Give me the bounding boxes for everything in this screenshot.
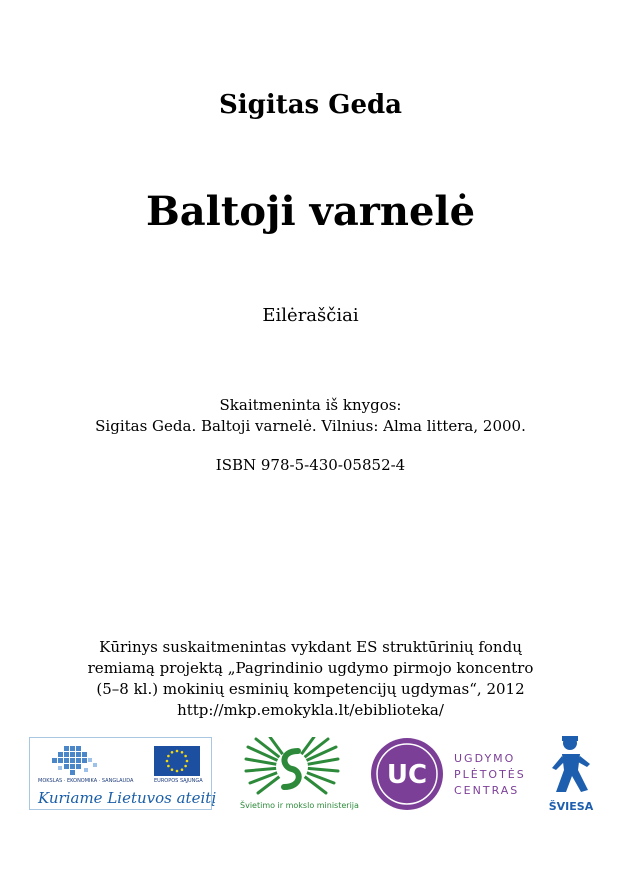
isbn: ISBN 978-5-430-05852-4 [215, 456, 406, 474]
project-line-3: (5–8 kl.) mokinių esminių kompetencijų ugdymas“, 2012 [96, 680, 525, 698]
upc-line-1: UGDYMO [454, 752, 516, 765]
ministry-logo [240, 737, 359, 815]
project-line-1: Kūrinys suskaitmenintas vykdant ES struktūrinių fondų [99, 638, 522, 656]
project-info [0, 637, 621, 721]
ministry-label: Švietimo ir mokslo ministerija [240, 801, 359, 810]
running-figure-icon [548, 734, 594, 798]
author-name: Sigitas Geda [218, 90, 403, 120]
esf-slogan: Kuriame Lietuvos ateitį [38, 789, 217, 807]
sunburst-s-icon [240, 737, 344, 799]
eu-flag-icon [154, 746, 200, 776]
book-genre: Eilėraščiai [262, 305, 359, 326]
project-line-2: remiamą projektą „Pagrindinio ugdymo pirmojo koncentro [87, 659, 534, 677]
project-url[interactable]: http://mkp.emokykla.lt/ebiblioteka/ [177, 701, 444, 719]
upc-line-3: CENTRAS [454, 784, 520, 797]
source-info [0, 395, 621, 437]
upc-monogram: UC [386, 760, 428, 790]
upc-line-2: PLĖTOTĖS [454, 768, 526, 781]
upc-logo [370, 737, 530, 811]
pixel-map-icon [48, 744, 108, 778]
source-label: Skaitmeninta iš knygos: [219, 396, 402, 414]
book-title: Baltoji varnelė [145, 188, 476, 235]
sviesa-label: ŠVIESA [548, 800, 594, 813]
upc-circle-icon [370, 737, 444, 811]
sviesa-logo [548, 734, 594, 816]
esf-logo [29, 737, 217, 810]
eu-label: EUROPOS SĄJUNGA [154, 778, 203, 784]
esf-tagline: MOKSLAS · EKONOMIKA · SANGLAUDA [38, 778, 134, 784]
source-citation: Sigitas Geda. Baltoji varnelė. Vilnius: Alma littera, 2000. [95, 417, 526, 435]
